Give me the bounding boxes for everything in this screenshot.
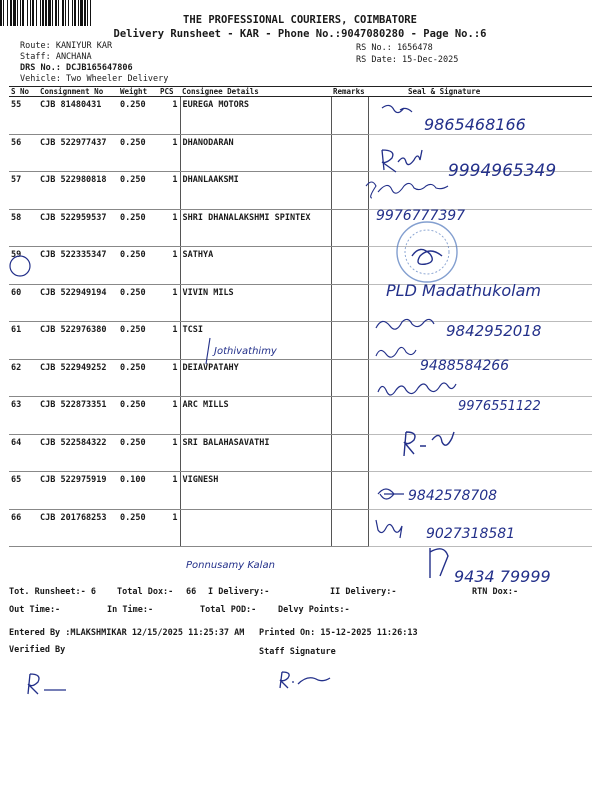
row-seal-signature	[368, 509, 592, 547]
col-weight: Weight	[118, 87, 158, 97]
handwritten-note-59: PLD Madathukolam	[386, 281, 541, 300]
total-dox-value: 66	[186, 587, 197, 597]
table-row	[9, 322, 592, 360]
in-time-label: In Time:-	[107, 605, 154, 615]
handwritten-phone-60: 9842952018	[446, 322, 542, 340]
row-consignee: VIVIN MILS	[180, 284, 331, 322]
row-pcs: 1	[158, 97, 180, 135]
out-time-label: Out Time:-	[9, 605, 61, 615]
handwritten-phone-66: 9434 79999	[454, 567, 551, 586]
row-consignment-no: CJB 522584322	[38, 434, 118, 472]
col-consignment: Consignment No	[38, 87, 118, 97]
row-weight: 0.250	[118, 247, 158, 285]
staff-signature-mark	[280, 672, 330, 688]
row-weight: 0.250	[118, 322, 158, 360]
row-consignment-no: CJB 522873351	[38, 397, 118, 435]
row-sno: 65	[9, 472, 38, 510]
row-remarks	[331, 472, 368, 510]
row-weight: 0.250	[118, 434, 158, 472]
row-pcs: 1	[158, 134, 180, 172]
handwritten-name-66: Ponnusamy Kalan	[186, 560, 275, 571]
row-weight: 0.100	[118, 472, 158, 510]
row-remarks	[331, 284, 368, 322]
col-seal-signature: Seal & Signature	[368, 87, 592, 97]
row-weight: 0.250	[118, 509, 158, 547]
table-row	[9, 209, 592, 247]
row-sno: 60	[9, 284, 38, 322]
row-sno: 66	[9, 509, 38, 547]
row-sno: 62	[9, 359, 38, 397]
row-consignment-no: CJB 522977437	[38, 134, 118, 172]
table-row	[9, 359, 592, 397]
row-consignee: DHANODARAN	[180, 134, 331, 172]
row-sno: 63	[9, 397, 38, 435]
row-consignment-no: CJB 522949194	[38, 284, 118, 322]
row-pcs: 1	[158, 172, 180, 210]
row-remarks	[331, 172, 368, 210]
row-seal-signature	[368, 359, 592, 397]
row-seal-signature	[368, 134, 592, 172]
row-consignment-no: CJB 522959537	[38, 209, 118, 247]
table-row	[9, 247, 592, 285]
row-consignment-no: CJB 522949252	[38, 359, 118, 397]
col-consignee: Consignee Details	[180, 87, 331, 97]
row-consignee: SRI BALAHASAVATHI	[180, 434, 331, 472]
table-row	[9, 397, 592, 435]
row-consignee: VIGNESH	[180, 472, 331, 510]
col-pcs: PCS	[158, 87, 180, 97]
printed-on: Printed On: 15-12-2025 11:26:13	[259, 628, 418, 638]
rs-number: RS No.: 1656478	[356, 43, 433, 53]
handwritten-phone-62: 9976551122	[458, 399, 541, 414]
row-remarks	[331, 322, 368, 360]
row-consignment-no: CJB 522980818	[38, 172, 118, 210]
row-consignment-no: CJB 522975919	[38, 472, 118, 510]
row-sno: 59	[9, 247, 38, 285]
row-seal-signature	[368, 247, 592, 285]
ii-delivery-label: II Delivery:-	[330, 587, 397, 597]
row-remarks	[331, 434, 368, 472]
row-seal-signature	[368, 284, 592, 322]
table-row	[9, 284, 592, 322]
col-remarks: Remarks	[331, 87, 368, 97]
vehicle-label: Vehicle: Two Wheeler Delivery	[20, 74, 169, 84]
total-runsheet: Tot. Runsheet:- 6	[9, 587, 96, 597]
row-sno: 56	[9, 134, 38, 172]
table-row	[9, 134, 592, 172]
row-consignment-no: CJB 201768253	[38, 509, 118, 547]
row-weight: 0.250	[118, 97, 158, 135]
staff-signature-label: Staff Signature	[259, 647, 336, 657]
row-remarks	[331, 509, 368, 547]
row-seal-signature	[368, 322, 592, 360]
row-sno: 55	[9, 97, 38, 135]
row-remarks	[331, 247, 368, 285]
row-pcs: 1	[158, 322, 180, 360]
table-row	[9, 172, 592, 210]
table-row	[9, 434, 592, 472]
row-seal-signature	[368, 172, 592, 210]
row-pcs: 1	[158, 284, 180, 322]
row-pcs: 1	[158, 509, 180, 547]
drs-number: DRS No.: DCJB165647806	[20, 63, 133, 73]
handwritten-phone-56: 9994965349	[448, 161, 557, 181]
row-consignee: TCSI	[180, 322, 331, 360]
row-sno: 64	[9, 434, 38, 472]
row-weight: 0.250	[118, 284, 158, 322]
row-seal-signature	[368, 397, 592, 435]
row-remarks	[331, 397, 368, 435]
handwritten-phone-65: 9027318581	[426, 526, 516, 542]
row-weight: 0.250	[118, 172, 158, 210]
verified-by-label: Verified By	[9, 645, 66, 655]
row-sno: 57	[9, 172, 38, 210]
row-consignee: EUREGA MOTORS	[180, 97, 331, 135]
row-pcs: 1	[158, 209, 180, 247]
row-remarks	[331, 97, 368, 135]
row-consignee	[180, 509, 331, 547]
row-pcs: 1	[158, 247, 180, 285]
i-delivery-label: I Delivery:-	[208, 587, 270, 597]
verified-signature	[28, 674, 66, 694]
row-seal-signature	[368, 434, 592, 472]
row-consignee: DEIAVPATAHY	[180, 359, 331, 397]
handwritten-phone-61: 9488584266	[420, 358, 510, 374]
col-sno: S No	[9, 87, 38, 97]
runsheet-subtitle: Delivery Runsheet - KAR - Phone No.:9047080280 - Page No.:6	[113, 28, 487, 40]
table-row	[9, 509, 592, 547]
row-seal-signature	[368, 97, 592, 135]
runsheet-table	[9, 86, 592, 547]
row-consignment-no: CJB 522976380	[38, 322, 118, 360]
total-dox-label: Total Dox:-	[117, 587, 174, 597]
handwritten-note-61: Jothivathimy	[214, 346, 277, 357]
entered-by: Entered By :MLAKSHMIKAR 12/15/2025 11:25:37 AM	[9, 628, 245, 638]
row-remarks	[331, 134, 368, 172]
row-seal-signature	[368, 472, 592, 510]
row-sno: 61	[9, 322, 38, 360]
row-consignee: DHANLAAKSMI	[180, 172, 331, 210]
row-weight: 0.250	[118, 359, 158, 397]
row-consignment-no: CJB 522335347	[38, 247, 118, 285]
row-weight: 0.250	[118, 397, 158, 435]
row-pcs: 1	[158, 472, 180, 510]
delvy-points-label: Delvy Points:-	[278, 605, 350, 615]
table-row	[9, 472, 592, 510]
row-pcs: 1	[158, 434, 180, 472]
row-weight: 0.250	[118, 134, 158, 172]
table-header-row	[9, 87, 592, 97]
handwritten-phone-64: 9842578708	[408, 488, 498, 504]
table-row	[9, 97, 592, 135]
row-consignment-no: CJB 81480431	[38, 97, 118, 135]
row-pcs: 1	[158, 397, 180, 435]
row-consignee: SATHYA	[180, 247, 331, 285]
row-consignee: ARC MILLS	[180, 397, 331, 435]
total-pod-label: Total POD:-	[200, 605, 257, 615]
row-remarks	[331, 359, 368, 397]
route-label: Route: KANIYUR KAR	[20, 41, 113, 51]
rtn-dox-label: RTN Dox:-	[472, 587, 519, 597]
staff-label: Staff: ANCHANA	[20, 52, 92, 62]
row-consignee: SHRI DHANALAKSHMI SPINTEX	[180, 209, 331, 247]
company-title: THE PROFESSIONAL COURIERS, COIMBATORE	[183, 14, 417, 26]
row-pcs: 1	[158, 359, 180, 397]
handwritten-phone-57: 9976777397	[376, 208, 466, 224]
row-remarks	[331, 209, 368, 247]
row-sno: 58	[9, 209, 38, 247]
row-seal-signature	[368, 209, 592, 247]
row-weight: 0.250	[118, 209, 158, 247]
handwritten-phone-55: 9865468166	[424, 115, 526, 134]
rs-date: RS Date: 15-Dec-2025	[356, 55, 459, 65]
